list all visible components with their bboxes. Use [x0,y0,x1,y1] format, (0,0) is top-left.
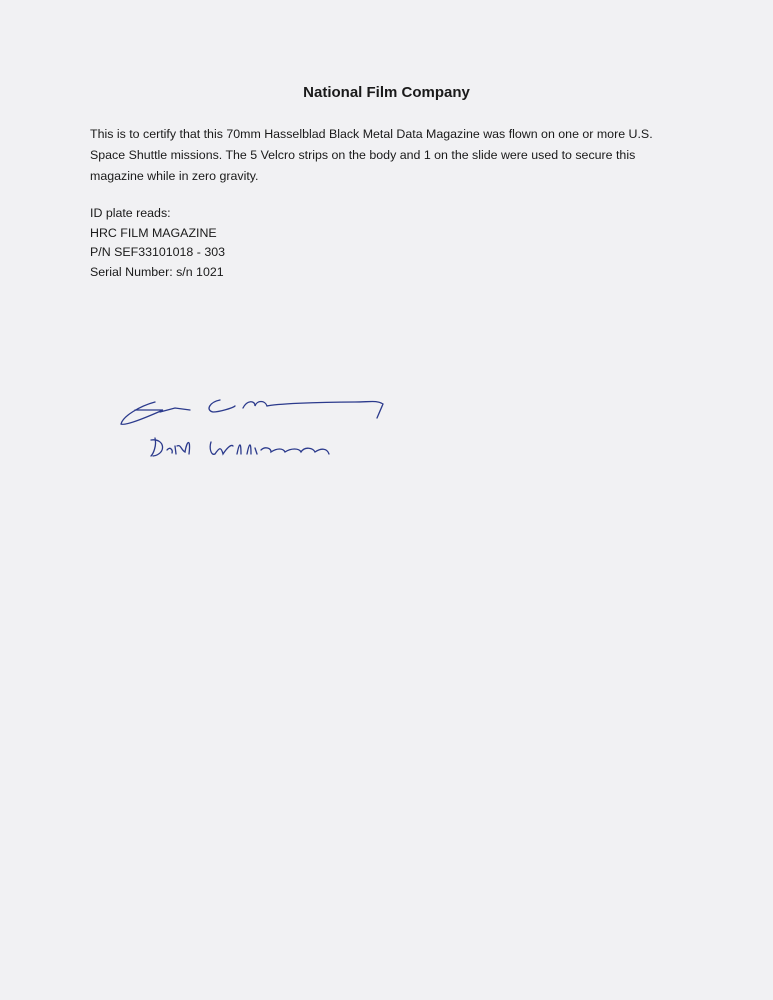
certification-line: Space Shuttle missions. The 5 Velcro strips on the body and 1 on the slide were used to secure this [90,148,636,162]
id-plate-block [90,204,225,282]
id-plate-serial: Serial Number: s/n 1021 [90,264,224,279]
certification-line: magazine while in zero gravity. [90,169,259,183]
id-plate-heading: ID plate reads: [90,206,171,220]
company-title: National Film Company [303,84,470,101]
handwritten-signature [115,388,395,468]
id-plate-part-number: P/N SEF33101018 - 303 [90,245,226,259]
certification-line: This is to certify that this 70mm Hasselblad Black Metal Data Magazine was flown on one or more U.S. [90,127,653,141]
certification-paragraph [90,124,653,187]
id-plate-name: HRC FILM MAGAZINE [90,225,217,240]
